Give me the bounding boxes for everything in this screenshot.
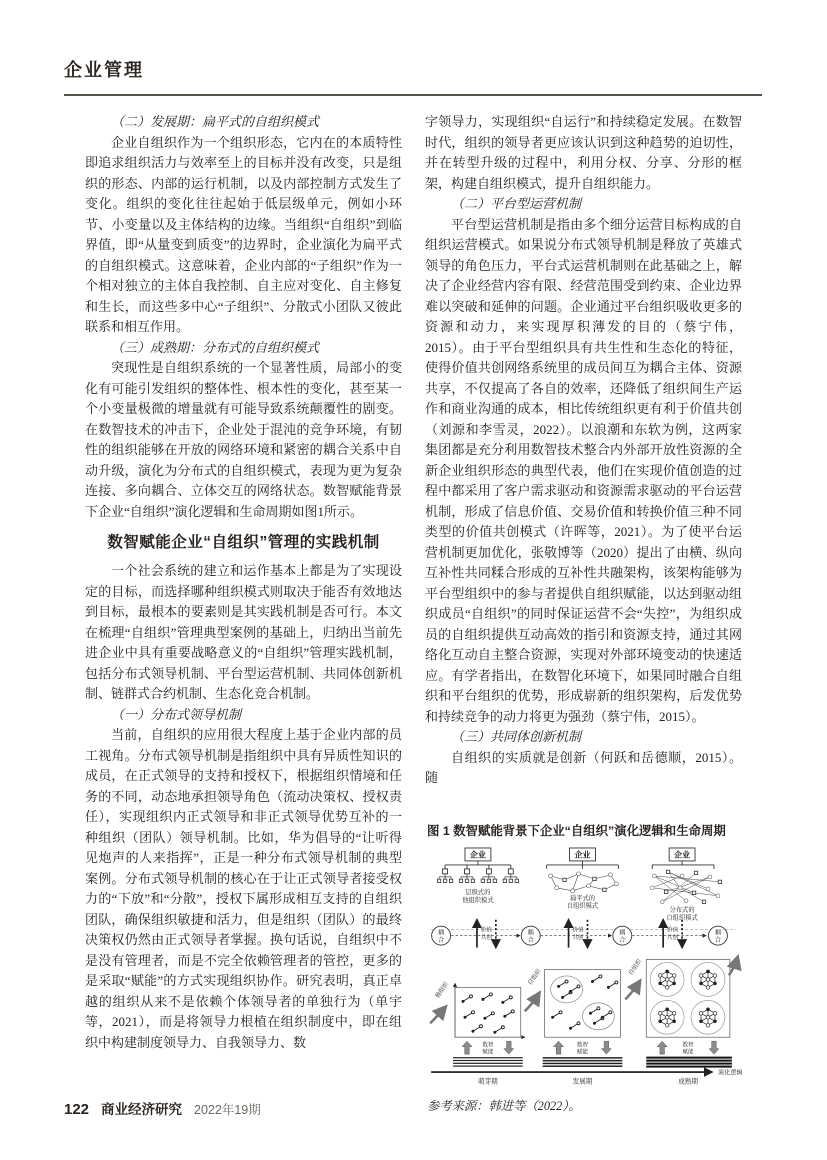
empower-label-1-line2: 赋能 bbox=[482, 1049, 494, 1056]
tree-flat-network bbox=[549, 871, 619, 892]
arrow-label-self-org-1: 自组织 bbox=[527, 967, 543, 987]
empower-label-3-line1: 数智 bbox=[682, 1042, 694, 1049]
empower-label-2-line2: 赋能 bbox=[576, 1049, 589, 1056]
paragraph-community-innovation: 自组织的实质就是创新（何跃和岳德顺，2015）。随 bbox=[425, 749, 742, 785]
mode-label-3-line2: 自组织模式 bbox=[666, 914, 698, 922]
journal-name: 商业经济研究 bbox=[101, 1102, 183, 1117]
empower-label-2-line1: 数智 bbox=[576, 1042, 589, 1049]
figure-title: 图 1 数智赋能背景下企业“自组织”演化逻辑和生命周期 bbox=[427, 823, 726, 838]
heading-platform-operation: （二）平台型运营机制 bbox=[451, 196, 582, 211]
panel-development bbox=[545, 969, 621, 1037]
value-label-1-line2: 共创 bbox=[480, 934, 492, 941]
stage-label-maturity: 成熟期 bbox=[678, 1078, 698, 1086]
coupling-char-bottom-3: 合 bbox=[619, 936, 626, 944]
coupling-char-top-1: 耦 bbox=[438, 929, 445, 937]
org-box-label-2: 企业 bbox=[574, 849, 591, 859]
stage-label-development: 发展期 bbox=[572, 1078, 593, 1086]
paragraph-leadership-continued: 字领导力，实现组织“自运行”和持续稳定发展。在数智时代，组织的领导者更应该认识到这种趋势的迫切性，并在转型升级的过程中，利用分权、分享、分形的框架，构建自组织模式，提升自组织能力。 bbox=[425, 114, 742, 191]
page-footer bbox=[64, 1098, 261, 1118]
heading-community-innovation: （三）共同体创新机制 bbox=[451, 729, 582, 744]
swoosh-arrow-3 bbox=[625, 980, 640, 999]
mode-label-1-line2: 他组织模式 bbox=[462, 896, 494, 904]
heading-development-stage: （二）发展期：扁平式的自组织模式 bbox=[111, 114, 320, 129]
value-cocreation-arrows bbox=[477, 919, 682, 947]
coupling-char-top-4: 耦 bbox=[714, 929, 722, 937]
paragraph-maturity: 突现性是自组织系统的一个显著性质，局部小的变化有可能引发组织的整体性、根本性的变化，甚至某一个小变量极微的增量就有可能导致系统颠覆性的剧变。在数智技术的冲击下，企业处于混沌的竞争环境，有韧性的组织能够在开放的网络环境和紧密的耦合关系中自动升级，演化为分布式的自组织模式，表现为更为复杂连接、多向耦合、立体交互的网络状态。数智赋能背景下企业“自组织”演化逻辑和生命周期如图1所示。 bbox=[85, 360, 402, 519]
paragraph-platform-operation: 平台型运营机制是指由多个细分运营目标构成的自组织运营模式。如果说分布式领导机制是释放了英雄式领导的角色压力，平台式运营机制则在此基础之上，解决了企业经营内容有限、经营范围受到约束、企业边界难以突破和延伸的问题。企业通过平台组织吸收更多的资源和动力，来实现厚积薄发的目的（蔡宁伟，2015）。由于平台型组织具有共生性和生态化的特征，使得价值共创网络系统里的成员间互为耦合主体、资源共享，不仅提高了各自的效率，还降低了组织间生产运作和商业沟通的成本，相比传统组织更有利于价值共创（刘源和李雪灵，2022）。以浪潮和东软为例，这两家集团都是充分利用数智技术整合内外部开放性资源的全新企业组织形态的典型代表，他们在实现价值创造的过程中都采用了客户需求驱动和资源需求驱动的平台运营机制，形成了信息价值、交易价值和转换价值三种不同类型的价值共创模式（许晖等，2021）。为了使平台运营机制更加优化，张敬博等（2020）提出了由横、纵向互补性共同糅合形成的互补性共融架构，该架构能够为平台型组织中的参与者提供自组织赋能，以达到驱动组织成员“自组织”的同时保证运营不会“失控”，为组织成员的自组织提供互动高效的指引和资源支持，通过其网络化互动自主整合资源，实现对外部环境变动的快速适应。有学者指出，在数智化环境下，如果同时融合自组织和平台组织的优势，形成崭新的组织架构，后发优势和持续竞争的动力将更为强劲（蔡宁伟，2015）。 bbox=[425, 216, 742, 724]
empowerment-stage-2 bbox=[543, 1040, 623, 1066]
left-column bbox=[85, 112, 402, 1053]
page-section-header: 企业管理 bbox=[64, 60, 144, 80]
org-box-label-3: 企业 bbox=[674, 849, 691, 859]
page-number: 122 bbox=[64, 1101, 90, 1118]
axis-label: 演化逻辑 bbox=[717, 1069, 742, 1077]
paragraph-development: 企业自组织作为一个组织形态，它内在的本质特性即追求组织活力与效率至上的目标并没有改变，只是组织的形态、内部的运行机制，以及内部控制方式发生了变化。组织的变化往往起始于低层级单元，例如小环节、小变量以及主体结构的边缘。当组织“自组织”到临界值，即“从量变到质变”的边界时，企业演化为扁平式的自组织模式。这意味着，企业内部的“子组织”作为一个相对独立的主体自我控制、自主应对变化、自主修复和生长，而这些多中心“子组织”、分散式小团队又彼此联系和相互作用。 bbox=[85, 134, 402, 334]
org-box-label-1: 企业 bbox=[469, 849, 486, 859]
swoosh-arrow-4 bbox=[729, 956, 738, 975]
coupling-char-bottom-1: 合 bbox=[438, 936, 445, 944]
heading-distributed-leadership: （一）分布式领导机制 bbox=[111, 706, 242, 722]
value-label-2-line1: 价值 bbox=[572, 927, 584, 934]
heading-maturity-stage: （三）成熟期：分布式的自组织模式 bbox=[111, 339, 320, 355]
tree-hierarchical-nodes bbox=[437, 868, 518, 882]
mode-label-1-line1: 层级式的 bbox=[465, 888, 491, 896]
mode-label-2-line2: 自组织模式 bbox=[566, 902, 599, 910]
arrow-label-other-org: 他组织 bbox=[434, 980, 451, 1000]
value-label-3-line2: 共创 bbox=[667, 934, 679, 941]
empower-label-3-line2: 赋能 bbox=[682, 1049, 694, 1056]
panel-germination bbox=[455, 983, 525, 1037]
coupling-char-bottom-2: 合 bbox=[527, 936, 534, 944]
coupling-char-top-2: 耦 bbox=[527, 929, 534, 937]
value-label-2-line2: 共创 bbox=[572, 934, 584, 941]
coupling-char-top-3: 耦 bbox=[619, 929, 626, 937]
paragraph-distributed-leadership: 当前，自组织的应用很大程度上基于企业内部的员工视角。分布式领导机制是指组织中具有异质性知识的成员，在正式领导的支持和授权下，根据组织情境和任务的不同，动态地承担领导角色（流动决策权、授权责任），实现组织内正式领导和非正式领导优势互补的一种组织（团队）领导机制。比如，华为倡导的“让听得见炮声的人来指挥”，正是一种分布式领导机制的典型案例。分布式领导机制的核心在于让正式领导者接受权力的“下放”和“分散”，授权下属形成相互支持的自组织团队，确保组织敏捷和活力，但是组织（团队）的最终决策权仍然由正式领导者掌握。换句话说，自组织中不是没有管理者，而是不完全依赖管理者的管控，更多的是采取“赋能”的方式实现组织协作。研究表明，真正卓越的组织从来不是依赖个体领导者的单独行为（单宇等，2021），而是将领导力根植在组织制度中，即在组织中构建制度领导力、自我领导力、数 bbox=[85, 727, 402, 1050]
coupling-char-bottom-4: 合 bbox=[714, 936, 722, 944]
section-heading-practice-mechanism: 数智赋能企业“自组织”管理的实践机制 bbox=[107, 534, 380, 551]
arrow-label-self-org-2: 自组织 bbox=[628, 957, 644, 977]
value-label-1-line1: 价值 bbox=[480, 927, 492, 934]
figure-1 bbox=[425, 823, 742, 1114]
empowerment-stage-3 bbox=[646, 1040, 732, 1067]
swoosh-arrow-1 bbox=[430, 1006, 446, 1023]
issue-label: 2022年19期 bbox=[194, 1103, 261, 1117]
right-column bbox=[425, 112, 742, 1114]
mode-label-3-line1: 分布式的 bbox=[669, 906, 695, 914]
swoosh-arrow-2 bbox=[525, 992, 540, 1011]
empowerment-stage-1 bbox=[453, 1040, 523, 1066]
mode-label-2-line1: 扁平式的 bbox=[569, 894, 596, 902]
header-divider bbox=[64, 94, 762, 96]
value-label-3-line1: 价值 bbox=[667, 927, 679, 934]
figure-source: 参考来源：韩进等（2022）。 bbox=[427, 1098, 581, 1113]
paragraph-mechanism-intro: 一个社会系统的建立和运作基本上都是为了实现设定的目标，而选择哪种组织模式则取决于能否有效地达到目标，最根本的要素则是其实践机制是否可行。本文在梳理“自组织”管理典型案例的基础上，归纳出当前先进企业中具有重要战略意义的“自组织”管理实践机制，包括分布式领导机制、平台型运营机制、共同体创新机制、链群式合约机制、生态化竞合机制。 bbox=[85, 563, 402, 701]
tree-distributed-network bbox=[650, 871, 720, 903]
stage-label-germination: 萌芽期 bbox=[478, 1078, 498, 1086]
empower-label-1-line1: 数智 bbox=[482, 1042, 494, 1049]
panel-maturity bbox=[646, 959, 730, 1037]
figure-diagram bbox=[425, 846, 742, 1087]
